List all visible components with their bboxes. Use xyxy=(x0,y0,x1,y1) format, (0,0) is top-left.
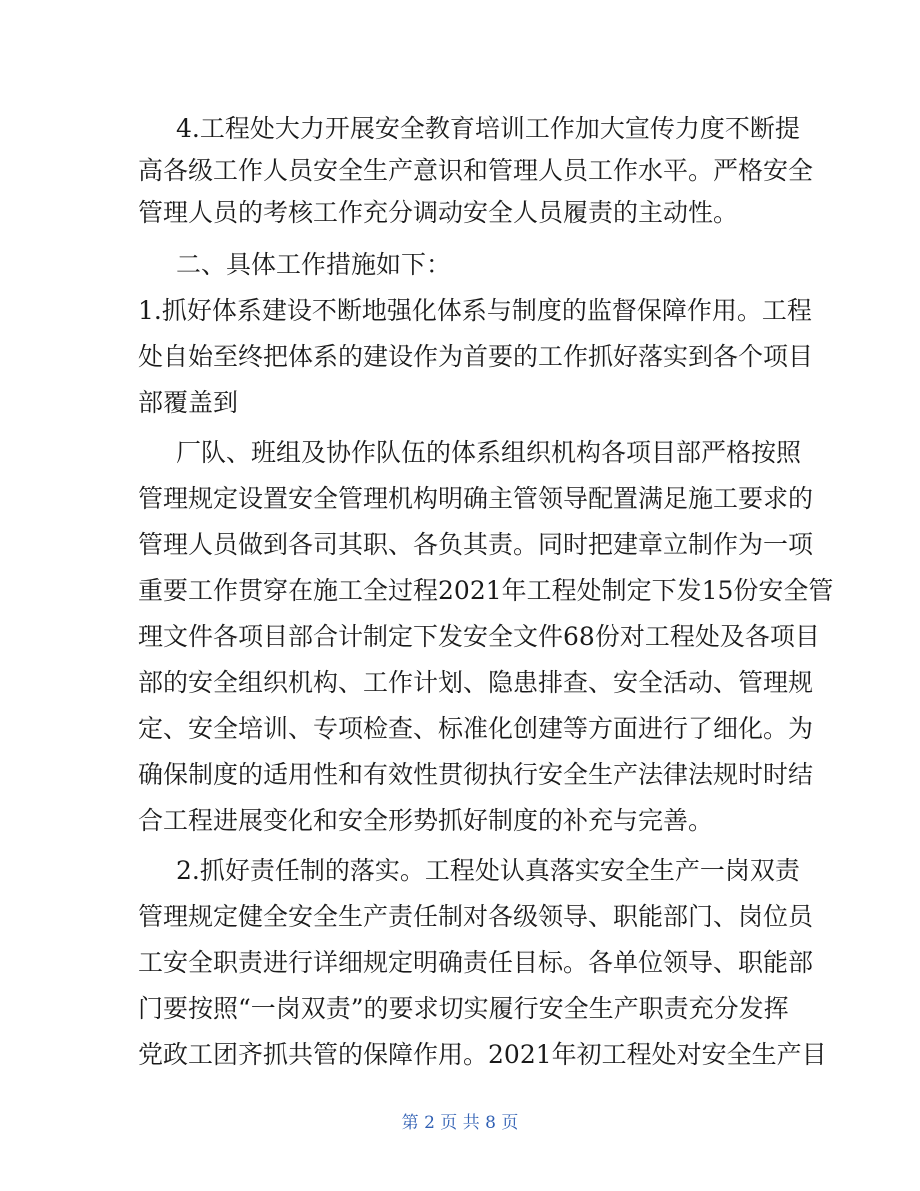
text-line: 重要工作贯穿在施工全过程2021年工程处制定下发15份安全管 xyxy=(138,576,834,605)
text-line: 工安全职责进行详细规定明确责任目标。各单位领导、职能部 xyxy=(138,948,814,977)
section-heading: 二、具体工作措施如下： xyxy=(176,250,452,279)
text-line: 定、安全培训、专项检查、标准化创建等方面进行了细化。为 xyxy=(138,714,814,743)
text-line: 管理规定设置安全管理机构明确主管领导配置满足施工要求的 xyxy=(138,484,814,513)
text-line: 管理规定健全安全生产责任制对各级领导、职能部门、岗位员 xyxy=(138,902,814,931)
text-line: 高各级工作人员安全生产意识和管理人员工作水平。严格安全 xyxy=(138,156,814,185)
text-line: 处自始至终把体系的建设作为首要的工作抓好落实到各个项目 xyxy=(138,342,814,371)
text-line: 管理人员做到各司其职、各负其责。同时把建章立制作为一项 xyxy=(138,530,814,559)
text-line: 厂队、班组及协作队伍的体系组织机构各项目部严格按照 xyxy=(176,438,802,467)
text-line: 部覆盖到 xyxy=(138,388,239,417)
page-number: 第 2 页 共 8 页 xyxy=(401,1113,519,1133)
text-line: 确保制度的适用性和有效性贯彻执行安全生产法律法规时时结 xyxy=(138,760,814,789)
text-line: 4.工程处大力开展安全教育培训工作加大宣传力度不断提 xyxy=(176,114,800,143)
text-line: 理文件各项目部合计制定下发安全文件68份对工程处及各项目 xyxy=(138,622,820,651)
text-line: 管理人员的考核工作充分调动安全人员履责的主动性。 xyxy=(138,198,739,227)
text-line: 1.抓好体系建设不断地强化体系与制度的监督保障作用。工程 xyxy=(138,296,812,325)
text-line: 门要按照“一岗双责”的要求切实履行安全生产职责充分发挥 xyxy=(138,994,789,1023)
text-line: 部的安全组织机构、工作计划、隐患排查、安全活动、管理规 xyxy=(138,668,814,697)
text-line: 合工程进展变化和安全形势抓好制度的补充与完善。 xyxy=(138,806,714,835)
text-line: 2.抓好责任制的落实。工程处认真落实安全生产一岗双责 xyxy=(176,856,800,885)
text-line: 党政工团齐抓共管的保障作用。2021年初工程处对安全生产目 xyxy=(138,1040,827,1069)
